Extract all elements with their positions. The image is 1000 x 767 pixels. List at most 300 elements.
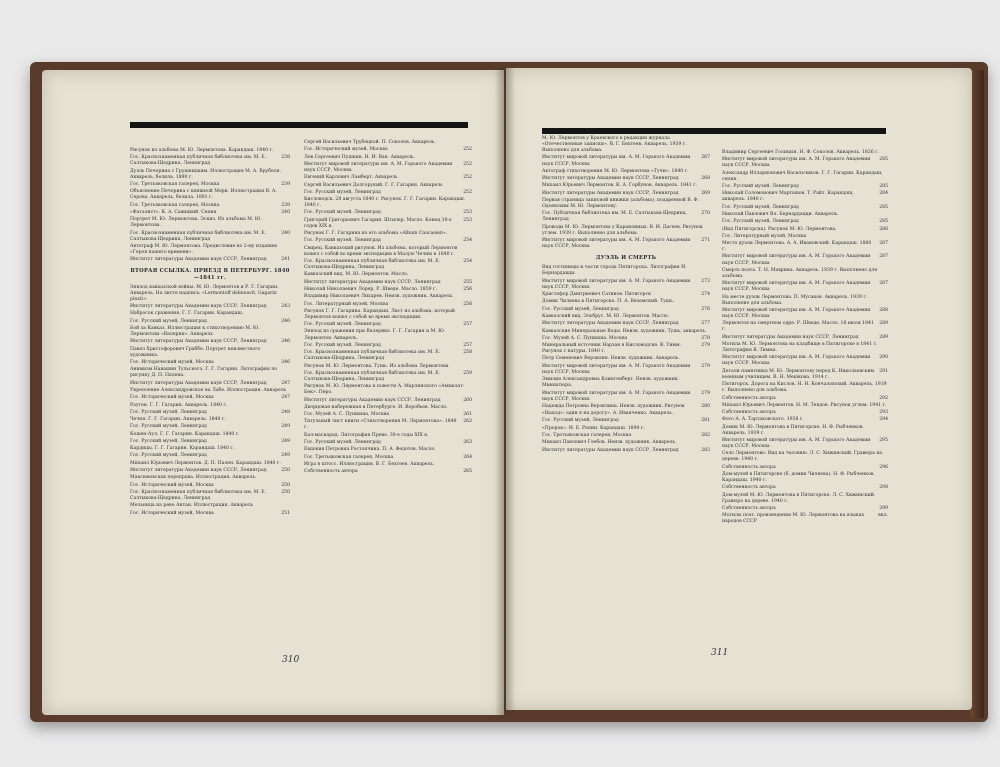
index-entry [130,432,290,438]
index-entry [304,329,472,341]
entry-text: Собственность автора [722,506,776,512]
page-reference: 255 [463,279,472,285]
entry-text: Александр Илларионович Васильчиков. Г. Г. Гагарин. Карандаш, сепия. [722,170,883,182]
page-reference: 247 [281,395,290,401]
index-entry [130,217,290,229]
entry-text: Михаил Юрьевич Лермонтов. Д. П. Пален. Карандаш. 1840 г. [130,460,281,466]
page-reference: 238 [281,155,290,161]
entry-text: Автограф М. Ю. Лермонтова. Предисловие ко 2-му изданию «Героя нашего времени». [130,244,278,256]
entry-text: Портрет М. Ю. Лермонтова. Эскиз. Из альбома М. Ю. Лермонтова. [130,217,262,229]
entry-text: Эмилия Александровна Клингенберг. Неизв. художник. Миниатюра. [542,377,680,389]
index-entry [542,307,710,313]
entry-text: Эпизод из сражения при Валерике. Г. Г. Гагарин и М. Ю. Лермонтов. Акварель. [304,329,446,341]
entry-text: Рисунок М. Ю. Лермонтова к повести А. Марлинского «Аммалат-Бек». Перо. [304,384,465,396]
index-entry [722,234,888,240]
entry-text: Гос. Краснознаменная публичная библиотека им. М. Е. Салтыкова-Щедрина, Ленинград [304,370,441,382]
page-reference: 240 [281,230,290,236]
entry-text: Гос. Исторический музей, Москва [130,395,214,401]
index-entry [130,169,290,181]
entry-text: Институт литературы Академии наук СССР, Ленинград [542,321,679,327]
index-entry [130,231,290,243]
index-entry [304,183,472,189]
index-entry [542,329,710,335]
index-entry [722,191,888,203]
entry-text: Свирец. Кавказский рисунок. Из альбома, который Лермонтов вошел с собой во время экспедиции в Малую Чечню в 1840 г. [304,245,458,257]
entry-text: Гос. Русский музей, Ленинград [130,453,207,459]
page-reference: 256 [463,301,472,307]
index-entry [130,155,290,167]
entry-text: Могилы поэт. произведения М. Ю. Лермонтова на языках народов СССР [722,513,865,525]
page-reference: 250 [281,468,290,474]
index-entry [130,189,290,201]
entry-text: Институт мировой литературы им. А. М. Горького Академии наук СССР, Москва [542,278,691,290]
page-number: 310 [282,655,300,665]
page-reference: 249 [281,424,290,430]
header-rule [542,128,886,134]
page-reference: 291 [879,368,888,374]
page-reference: 292 [879,395,888,401]
index-entry [304,190,472,196]
entry-text: Гос. Музей А. С. Пушкина, Москва [304,412,390,418]
entry-text: Институт литературы Академии наук СССР, Ленинград [304,397,441,403]
index-entry [722,150,888,156]
entry-text: Собственность автора [722,485,776,491]
entry-text: Гос. Русский музей, Ленинград [304,440,381,446]
index-entry [130,244,290,256]
entry-text: Кардицы. Г. Г. Гагарин. Карандаш. 1840 г. [130,446,235,452]
entry-text: Гос. Исторический музей, Москва [304,147,388,153]
index-entry [130,360,290,366]
entry-text: Максимовская переправа. Иллюстрация. Акварель. [130,475,257,481]
index-entry [304,162,472,174]
entry-text: Гос. Третьяковская галерея, Москва [304,454,394,460]
index-entry [542,377,710,389]
index-entry [542,411,710,417]
page-reference: 268 [701,176,710,182]
entry-text: Институт литературы Академии наук СССР, Ленинград [304,279,441,285]
entry-text: Гос. Краснознаменная публичная библиотека им. М. Е. Салтыкова-Щедрина, Ленинград [130,230,267,242]
entry-text: Гос. Русский музей, Ленинград [130,318,207,324]
entry-text: Село Лермонтово. Вид на часовню. Л. С. Хижинский. Гравюра на дереве. 1940 г. [722,451,883,463]
index-entry [722,513,888,525]
index-entry [304,455,472,461]
index-entry [130,347,290,359]
page-reference: 257 [463,342,472,348]
page-reference: 254 [463,238,472,244]
entry-text: Павел Христофорович Граббе. Портрет неизвестного художника. [130,346,261,358]
index-entry [722,171,888,183]
index-entry [130,475,290,481]
index-entry [722,493,888,505]
index-entry [130,395,290,401]
index-entry [722,241,888,253]
index-entry [304,343,472,349]
index-entry [304,231,472,237]
page-reference: 274 [701,292,710,298]
index-entry [304,419,472,431]
entry-text: Бал-маскарад. Литография Прево. 30-е годы XIX в. [304,432,429,438]
page-reference: вкл. [878,513,888,519]
page-reference: 287 [879,254,888,260]
page-reference: 271 [701,238,710,244]
entry-text: Михаил Павлович Глебов. Неизв. художник. Акварель. [542,440,677,446]
index-entry [542,364,710,376]
index-entry [130,304,290,310]
index-entry [542,211,710,223]
index-entry [542,292,710,298]
entry-text: Пятигорск. Дорога на Кислов. Н. Н. Кончаловский. Акварель. 1939 г. Выполнено для альбома. [722,382,887,394]
index-entry [542,238,710,250]
entry-text: Гос. Исторический музей, Москва [130,482,214,488]
index-entry [130,503,290,509]
entry-text: (Вид Пятигорска). Рисунок М. Ю. Лермонтова. [722,226,837,232]
page-reference: 257 [463,322,472,328]
page-reference: 250 [281,482,290,488]
page-reference: 269 [701,190,710,196]
page-reference: 252 [463,161,472,167]
page-reference: 243 [281,304,290,310]
entry-text: Гос. Публичная библиотека им. М. Е. Салтыкова-Щедрина, Ленинград [542,211,688,223]
index-entry [130,424,290,430]
index-entry [722,335,888,341]
page-reference: 296 [879,464,888,470]
page-reference: 251 [281,510,290,516]
index-entry [722,438,888,450]
index-entry [542,225,710,237]
entry-text: Институт мировой литературы им. А. М. Горького Академии наук СССР, Москва [542,390,691,402]
right-column-1 [542,136,710,455]
section-heading: ДУЭЛЬ И СМЕРТЬ [595,255,657,262]
entry-text: Лев Сергеевич Пушкин. Н. И. Ван. Акварель. [304,154,415,160]
index-entry [542,183,710,189]
page-reference: 298 [879,485,888,491]
index-entry [130,511,290,517]
left-column-2 [304,140,472,476]
index-entry [304,140,472,146]
index-entry [722,268,888,280]
entry-text: Гос. Литературный музей, Москва [722,233,807,239]
index-entry [722,425,888,437]
page-reference: 254 [463,259,472,265]
index-entry [542,336,710,342]
page-reference: 267 [701,155,710,161]
index-entry [304,322,472,328]
header-rule [130,122,468,128]
entry-text: Институт литературы Академии наук СССР, Ленинград [542,190,679,196]
page-reference: 283 [701,447,710,453]
entry-text: Институт литературы Академии наук СССР, Ленинград [130,257,267,263]
index-entry [722,219,888,225]
index-entry [722,369,888,381]
entry-text: Институт мировой литературы им. А. М. Горького Академии наук СССР, Москва [304,161,453,173]
entry-text: «Пророк». И. Е. Репин. Карандаш. 1890 г. [542,425,645,431]
index-entry [722,472,888,484]
index-entry [130,210,290,216]
entry-text: Институт мировой литературы им. А. М. Горького Академии наук СССР, Москва [542,155,691,167]
page-reference: 241 [281,257,290,263]
index-entry [542,356,710,362]
index-entry [542,299,710,305]
page-reference: 246 [281,360,290,365]
page-reference: 246 [281,339,290,345]
index-entry [722,295,888,307]
entry-text: Григорий Григорьевич Гагарин. Штилер. Масло. Конец 30-х годов XIX в. [304,217,452,229]
index-entry [130,453,290,459]
entry-text: Николай Соломонович Мартынов. Т. Райт. Карандаш, акварель. 1840 г. [722,191,854,203]
entry-text: Гос. Русский музей, Ленинград [542,418,619,424]
entry-text: Автограф стихотворения М. Ю. Лермонтова «Тучи». 1840 г. [542,168,689,174]
index-entry [304,218,472,230]
index-entry [304,246,472,258]
index-entry [304,447,472,453]
entry-text: Гос. Русский музей, Ленинград [722,219,799,225]
entry-text: Институт мировой литературы им. А. М. Горького Академии наук СССР, Москва [722,355,871,367]
index-entry [722,205,888,211]
entry-text: Надежда Петровна Верзилина. Неизв. художник. Рисунок [542,403,685,409]
entry-text: Проводы М. Ю. Лермонтова у Карамзиных. В. И. Дагеев. Рисунок углем. 1939 г. Выполнено для альбома. [542,224,703,236]
index-entry [130,182,290,188]
index-entry [542,198,710,210]
entry-text: Раутен. Г. Г. Гагарин. Акварель. 1840 г. [130,402,228,408]
page-reference: 287 [879,281,888,287]
entry-text: Институт литературы Академии наук СССР, Ленинград [130,468,267,474]
entry-text: Евгений Карлович Ламберт. Акварель [304,175,398,181]
page-reference: 285 [879,184,888,190]
entry-text: Собственность автора [722,410,776,416]
index-entry [542,191,710,197]
page-reference: 273 [701,278,710,284]
page-reference: 289 [879,334,888,340]
entry-text: Гос. Русский музей, Ленинград [130,438,207,444]
index-entry [542,279,710,291]
index-entry [304,272,472,278]
index-entry [542,418,710,424]
index-entry [304,462,472,468]
entry-text: Гос. Краснознаменная публичная библиотека им. М. Е. Салтыкова-Щедрина, Ленинград [304,259,441,271]
entry-text: Детали памятника М. Ю. Лермонтову перед К. Николаевским военным училищем. В. Н. Мешкова. 1914 г. [722,368,875,380]
page-reference: 270 [701,211,710,217]
entry-text: Гос. Русский музей, Ленинград [722,204,799,210]
entry-text: На месте дуэли Лермонтова. П. Мусаков. Акварель. 1939 г. Выполнено для альбома. [722,294,868,306]
page-reference: 299 [879,506,888,512]
entry-text: Гос. Краснознаменная публичная библиотека им. М. Е. Салтыкова-Щедрина, Ленинград [130,489,267,501]
page-reference: 286 [879,226,888,232]
entry-text: Кавказские Минеральные Воды. Неизв. художник. Тушь, акварель. [542,328,707,334]
entry-text: Собственность автора [722,395,776,401]
page-reference: 248 [281,409,290,415]
index-entry [722,485,888,491]
index-entry [542,321,710,327]
index-entry [304,412,472,418]
page-number: 311 [711,648,729,658]
entry-text: Смерть поэта. Т. Н. Маврина. Акварель. 1939 г. Выполнено для альбома. [722,267,878,279]
page-reference: 259 [463,370,472,376]
page-reference: 256 [463,286,472,292]
page-reference: 253 [463,210,472,216]
entry-text: Кошен-Аул. Г. Г. Гагарин. Карандаш. 1840 г. [130,431,240,437]
index-entry [542,404,710,410]
index-entry [130,285,290,303]
entry-text: Христофор Дмитриевич Сатинов. Пятигорск [542,292,651,298]
entry-text: Институт мировой литературы им. А. М. Горького Академии наук СССР, Москва [722,281,871,293]
index-entry [130,367,290,379]
page-reference: 288 [879,307,888,313]
index-entry [542,433,710,439]
entry-text: «Фаталист». К. А. Савицкий. Сепия [130,209,217,215]
index-entry [542,314,710,320]
index-entry [722,382,888,394]
entry-text: Институт литературы Академии наук СССР, Ленинград [542,176,679,182]
left-page [42,70,504,715]
page-reference: 249 [281,438,290,444]
entry-text: Дом-музей в Пятигорске (б. домик Чиляева). Н. Ф. Рыбченков. Карандаш. 1940 г. [722,472,875,484]
right-column-2 [722,150,888,527]
index-entry [304,440,472,446]
entry-text: Чечня. Г. Г. Гагарин. Акварель. 1840 г. [130,417,226,423]
index-entry [130,339,290,345]
index-entry [542,169,710,175]
index-entry [722,308,888,320]
entry-text: Николай Павлович Вл. Бернардацци. Акварель. [722,211,839,217]
index-entry [722,465,888,471]
entry-text: Евдокия Петровна Ростопчина. П. А. Федотов. Масло. [304,447,436,453]
entry-text: Кавказский вид. М. Ю. Лермонтов. Масло. [304,272,409,278]
index-entry [304,210,472,216]
entry-text: Институт мировой литературы им. А. М. Горького Академии наук СССР, Москва [542,238,691,250]
index-entry [304,405,472,411]
index-entry [304,155,472,161]
index-entry [130,461,290,467]
entry-text: Титульный лист книги «Стихотворения М. Лермонтова». 1840 г. [304,419,457,431]
entry-text: Гос. Русский музей, Ленинград [304,189,381,195]
index-entry [542,391,710,403]
entry-text: Сергей Васильевич Долгорукий. Г. Г. Гагарин. Акварель [304,182,443,188]
page-reference: 293 [879,410,888,416]
entry-text: Гос. Русский музей, Ленинград [130,409,207,415]
entry-text: Сергей Васильевич Трубецкой. П. Соколов. Акварель. [304,140,436,145]
page-reference: 290 [879,355,888,361]
page-reference: 239 [281,182,290,188]
entry-text: «Выход»: один я на дорогу». А. Иванченко. Акварель. [542,411,674,417]
entry-text: Мельница на реке Антан. Иллюстрация. Акварель [130,503,254,509]
entry-text: Кавказский вид. Эльбрус. М. Ю. Лермонтов. Масло. [542,313,670,319]
index-entry [722,451,888,463]
index-entry [722,281,888,293]
entry-text: Анимизм Навашин Тульского. Г. Г. Гагарин. Литография по рисунку Д. П. Палена. [130,367,278,379]
entry-text: Гос. Русский музей, Ленинград [304,342,381,348]
entry-text: Гос. Краснознаменная публичная библиотека им. М. Е. Салтыкова-Щедрина, Ленинград [304,350,441,362]
left-column-1 [130,148,290,518]
page-reference: 265 [463,469,472,475]
index-entry [304,371,472,383]
entry-text: Собственность автора [304,469,358,475]
index-entry [304,433,472,439]
entry-text: Институт мировой литературы им. А. М. Горького Академии наук СССР, Москва [542,363,691,375]
entry-text: Могила М. Ю. Лермонтова на кладбище в Пятигорске в 1841 г. Литография В. Тимма. [722,342,878,354]
index-entry [304,364,472,370]
entry-text: М. Ю. Лермонтов у Краевского в редакции журнала «Отечественные записки». В. Г. Бехтеев. Акварель. 1939 г. Выполнено для альбома. [542,136,687,154]
page-reference: 285 [879,204,888,210]
index-entry [304,280,472,286]
entry-text: Институт мировой литературы им. А. М. Горького Академии наук СССР, Москва [722,157,871,169]
entry-text: Гос. Русский музей, Ленинград [130,424,207,430]
page-reference: 287 [879,241,888,247]
index-entry [304,350,472,362]
page-reference: 240 [281,209,290,215]
index-entry [130,490,290,502]
index-entry [130,446,290,452]
entry-text: Гос. Русский музей, Ленинград [304,238,381,244]
index-entry [304,309,472,321]
index-entry [722,184,888,190]
index-entry [304,175,472,181]
page-reference: 294 [879,417,888,423]
index-entry [722,321,888,333]
index-entry [304,259,472,271]
index-entry [722,227,888,233]
index-entry [542,176,710,182]
entry-text: Институт мировой литературы им. А. М. Горького Академии наук СССР, Москва [722,438,871,450]
entry-text: Институт литературы Академии наук СССР, Ленинград [722,334,859,340]
entry-text: Рисунок из альбома М. Ю. Лермонтова. Карандаш. 1840 г. [130,148,274,153]
entry-text: Фото А. А. Тартаковского. 1938 г. [722,417,804,423]
section-heading: ВТОРАЯ ССЫЛКА. ПРИЕЗД В ПЕТЕРБУРГ. 1840—1841 гг. [130,268,290,281]
entry-text: Кисловодск. 28 августа 1840 г. Рисунок. Г. Г. Гагарин. Карандаш. 1840 г. [304,197,466,209]
page-reference: 253 [463,217,472,223]
index-entry [130,410,290,416]
page-reference: 246 [281,318,290,324]
page-reference: 260 [463,397,472,403]
index-entry [722,157,888,169]
index-entry [722,403,888,409]
page-reference: 250 [281,489,290,495]
entry-text: Институт литературы Академии наук СССР, Ленинград [130,380,267,386]
page-reference: 261 [463,412,472,418]
index-entry [722,254,888,266]
page-reference: 247 [281,380,290,386]
entry-text: Вид гостиницы и части города Пятигорска. Литография И. Бернардацци. [542,265,687,277]
entry-text: Дом-музей М. Ю. Лермонтова в Пятигорске. Л. С. Хижинский. Гравюра на дереве. 1940 г. [722,492,876,504]
index-entry [542,136,710,154]
entry-text: Лермонтов на смертном одре. Р. Шведе. Масло. 16 июля 1841 г. [722,321,874,333]
entry-text: Рисунок Г. Г. Гагарина из его альбома «Album Caucasien». [304,231,448,237]
page-reference: 252 [463,147,472,153]
index-entry [722,396,888,402]
index-entry [542,448,710,454]
index-entry [542,155,710,167]
index-entry [542,265,710,277]
index-entry [304,294,472,300]
entry-text: Первая страница записной книжки (альбома), подаренной В. Ф. Одоевским М. Ю. Лермонтову. [542,197,699,210]
entry-text: Гос. Русский музей, Ленинград [722,184,799,190]
entry-text: Гос. Русский музей, Ленинград [304,322,381,328]
index-entry [722,355,888,367]
entry-text: Гос. Третьяковская галерея, Москва [542,433,632,438]
index-entry [304,469,472,475]
index-entry [722,417,888,423]
page-reference: 278 [701,335,710,341]
entry-text: Рисунок Г. Г. Гагарина. Карандаш. Лист из альбома, который Лермонтов вошел с собой во время экспедиции. [304,308,455,320]
page-reference: 279 [701,390,710,396]
page-reference: 279 [701,343,710,349]
entry-text: Институт литературы Академии наук СССР, Ленинград [542,447,679,453]
index-entry [130,417,290,423]
entry-text: Гос. Третьяковская галерея, Москва [130,182,220,188]
entry-text: Место дуэли Лермонтова. А. А. Ивановский. Карандаш. 1880 г. [722,241,872,253]
index-entry [542,426,710,432]
entry-text: Михаил Юрьевич Лермонтов. Н. М. Тендов. Рисунок углем. 1941 г. [722,402,887,408]
page-reference: 264 [463,454,472,460]
